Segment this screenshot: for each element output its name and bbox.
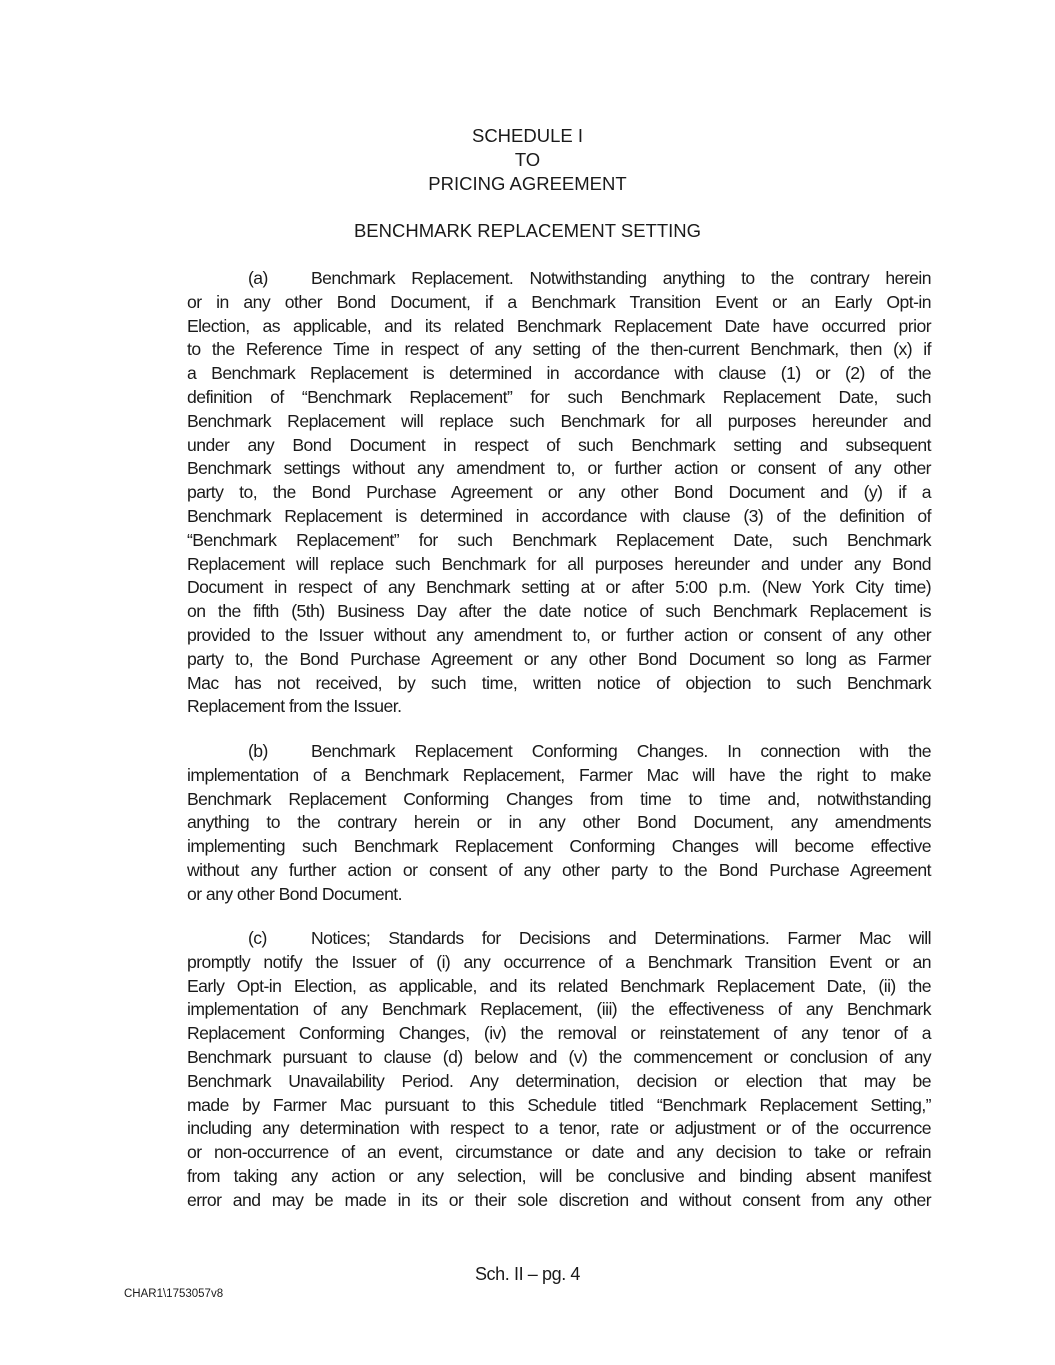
paragraph-line: “Benchmark Replacement” for such Benchmark Replacement Date, such Benchmark: [187, 529, 931, 550]
paragraph-line: Benchmark Replacement is determined in accordance with clause (3) of the definition of: [187, 505, 931, 526]
paragraph-line: to the Reference Time in respect of any setting of the then-current Benchmark, then (x) if: [187, 339, 931, 360]
document-id-footer: CHAR1\1753057v8: [124, 1288, 224, 1300]
schedule-title: [0, 124, 1055, 196]
paragraph-line: error and may be made in its or their sole discretion and without consent from any other: [187, 1189, 931, 1210]
paragraph-line: implementation of a Benchmark Replacement, Farmer Mac will have the right to make: [187, 764, 931, 785]
paragraph-line: party to, the Bond Purchase Agreement or any other Bond Document and (y) if a: [187, 482, 931, 503]
paragraph-line: provided to the Issuer without any amendment to, or further action or consent of any other: [187, 624, 931, 645]
paragraph-b: [187, 740, 931, 907]
paragraph-line: Benchmark Replacement Conforming Changes from time to time and, notwithstanding: [187, 788, 931, 809]
paragraph-line: Election, as applicable, and its related Benchmark Replacement Date have occurred prior: [187, 315, 931, 336]
paragraph-line: on the fifth (5th) Business Day after the date notice of such Benchmark Replacement is: [187, 601, 931, 622]
paragraph-line: a Benchmark Replacement is determined in accordance with clause (1) or (2) of the: [187, 363, 931, 384]
paragraph-line: without any further action or consent of any other party to the Bond Purchase Agreement: [187, 859, 931, 880]
paragraph-line: Benchmark Replacement will replace such Benchmark for all purposes hereunder and: [187, 410, 931, 431]
paragraph-line: or in any other Bond Document, if a Benchmark Transition Event or an Early Opt-in: [187, 291, 931, 312]
paragraph-line: Replacement from the Issuer.: [187, 696, 402, 717]
paragraph-line: Benchmark Unavailability Period. Any determination, decision or election that may be: [187, 1070, 931, 1091]
paragraph-line: (b) Benchmark Replacement Conforming Changes. In connection with the: [187, 740, 931, 764]
paragraph-c: [187, 927, 931, 1213]
paragraph-marker: (b): [248, 741, 268, 761]
paragraph-line: or any other Bond Document.: [187, 883, 402, 904]
paragraph-line: Benchmark settings without any amendment to, or further action or consent of any other: [187, 458, 931, 479]
paragraph-line: Benchmark pursuant to clause (d) below and (v) the commencement or conclusion of any: [187, 1046, 931, 1067]
paragraph-line: Replacement will replace such Benchmark for all purposes hereunder and under any Bond: [187, 553, 931, 574]
paragraph-line: promptly notify the Issuer of (i) any occurrence of a Benchmark Transition Event or an: [187, 951, 931, 972]
paragraph-line: from taking any action or any selection, will be conclusive and binding absent manifest: [187, 1165, 931, 1186]
paragraph-line: made by Farmer Mac pursuant to this Schedule titled “Benchmark Replacement Setting,”: [187, 1094, 931, 1115]
schedule-title-line-3: PRICING AGREEMENT: [428, 173, 627, 194]
paragraph-marker: (a): [248, 268, 268, 288]
schedule-title-line-2: TO: [514, 149, 541, 170]
paragraph-line: Document in respect of any Benchmark setting at or after 5:00 p.m. (New York City time): [187, 577, 931, 598]
paragraph-line: (c) Notices; Standards for Decisions and Determinations. Farmer Mac will: [187, 927, 931, 951]
paragraph-line: Early Opt-in Election, as applicable, and its related Benchmark Replacement Date, (ii) the: [187, 975, 931, 996]
section-title: [0, 219, 1055, 243]
paragraph-line: Mac has not received, by such time, written notice of objection to such Benchmark: [187, 672, 931, 693]
paragraph-a: [187, 267, 931, 719]
paragraph-marker: (c): [248, 928, 267, 948]
paragraph-line: implementing such Benchmark Replacement Conforming Changes will become effective: [187, 836, 931, 857]
paragraph-line: anything to the contrary herein or in any other Bond Document, any amendments: [187, 812, 931, 833]
schedule-title-line-1: SCHEDULE I: [471, 125, 584, 146]
paragraph-line: or non-occurrence of an event, circumstance or date and any decision to take or refrain: [187, 1142, 931, 1163]
paragraph-line: including any determination with respect to a tenor, rate or adjustment or of the occurrence: [187, 1118, 931, 1139]
paragraph-line: Replacement Conforming Changes, (iv) the removal or reinstatement of any tenor of a: [187, 1023, 931, 1044]
paragraph-line: (a) Benchmark Replacement. Notwithstanding anything to the contrary herein: [187, 267, 931, 291]
paragraph-line: definition of “Benchmark Replacement” for such Benchmark Replacement Date, such: [187, 386, 931, 407]
paragraph-line: party to, the Bond Purchase Agreement or any other Bond Document so long as Farmer: [187, 648, 931, 669]
page-number-footer: Sch. II – pg. 4: [474, 1264, 581, 1284]
paragraph-line: implementation of any Benchmark Replacement, (iii) the effectiveness of any Benchmark: [187, 999, 931, 1020]
section-title-text: BENCHMARK REPLACEMENT SETTING: [353, 220, 702, 241]
paragraph-line: under any Bond Document in respect of such Benchmark setting and subsequent: [187, 434, 931, 455]
